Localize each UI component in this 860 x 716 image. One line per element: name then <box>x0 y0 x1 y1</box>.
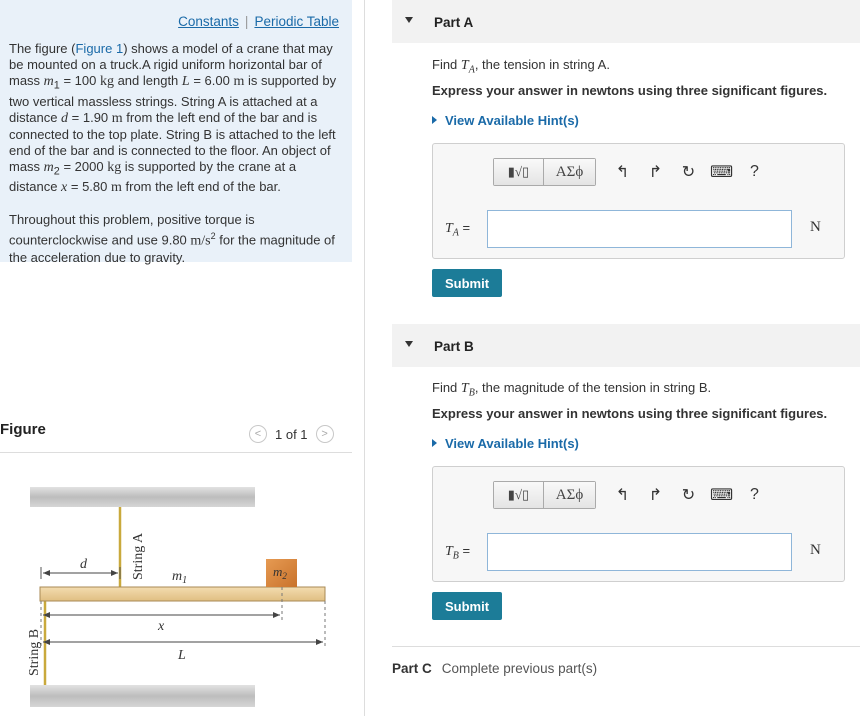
part-a-header[interactable] <box>392 0 860 43</box>
part-b-answer-input[interactable] <box>487 533 792 571</box>
part-b-unit: N <box>810 542 821 558</box>
part-b-title: Part B <box>434 339 474 354</box>
part-a-title: Part A <box>434 15 474 30</box>
next-figure-button[interactable] <box>316 425 334 443</box>
string-b-label: String B <box>27 628 42 676</box>
math-toolbar <box>493 481 771 509</box>
part-c-row <box>392 661 597 676</box>
part-b-hint-link[interactable]: View Available Hint(s) <box>432 436 579 451</box>
part-b-submit-button[interactable]: Submit <box>432 592 502 620</box>
templates-button[interactable] <box>494 159 544 185</box>
part-b-answer-box <box>432 466 845 582</box>
part-b-header[interactable] <box>392 324 860 367</box>
collapse-triangle-icon <box>405 17 413 23</box>
figure-link[interactable]: Figure 1 <box>75 41 124 56</box>
part-a-unit: N <box>810 219 821 235</box>
crane-figure <box>0 470 352 716</box>
part-a-answer-input[interactable] <box>487 210 792 248</box>
mass-m2-label: $m_2$ <box>273 564 287 581</box>
sqrt-template-icon: ▮√▯ <box>507 164 530 179</box>
template-button-group <box>493 158 596 186</box>
part-a-question: Find $T_A$, the tension in string A. <box>432 57 610 76</box>
L-label: L <box>178 648 186 663</box>
prev-figure-button[interactable] <box>249 425 267 443</box>
redo-icon[interactable]: ↱ <box>648 487 663 504</box>
help-button[interactable]: ? <box>750 163 759 180</box>
problem-paragraph-2: Throughout this problem, positive torque is counterclockwise and use 9.80 $m/s^2$ for the magnitude of the acceleration due to gravity. <box>9 212 335 265</box>
greek-symbols-button[interactable]: ΑΣϕ <box>544 482 595 508</box>
part-a-hint-link[interactable]: View Available Hint(s) <box>432 113 579 128</box>
part-c-title: Part C <box>392 661 432 676</box>
figure-divider <box>0 452 352 453</box>
figure-pager <box>249 425 334 443</box>
periodic-table-link[interactable]: Periodic Table <box>254 14 339 29</box>
string-a-label: String A <box>131 532 146 580</box>
collapse-triangle-icon <box>405 341 413 347</box>
d-label: d <box>80 557 87 572</box>
caret-right-icon <box>432 439 437 447</box>
problem-text <box>9 41 345 282</box>
chevron-right-icon: > <box>321 428 328 440</box>
reset-icon[interactable]: ↻ <box>681 487 696 504</box>
problem-panel <box>0 0 352 265</box>
m1-label: $m_1$ <box>172 569 188 586</box>
reset-icon[interactable]: ↻ <box>681 164 696 181</box>
part-a-variable-label: $T_A$ = <box>445 220 471 239</box>
templates-button[interactable] <box>494 482 544 508</box>
resource-links <box>178 14 339 29</box>
template-button-group <box>493 481 596 509</box>
figure-page-count: 1 of 1 <box>275 426 308 442</box>
figure-title: Figure <box>0 421 46 438</box>
undo-icon[interactable]: ↰ <box>615 164 630 181</box>
part-a-submit-button[interactable]: Submit <box>432 269 502 297</box>
part-b-instructions: Express your answer in newtons using three significant figures. <box>432 406 828 421</box>
constants-link[interactable]: Constants <box>178 14 239 29</box>
greek-symbols-button[interactable]: ΑΣϕ <box>544 159 595 185</box>
caret-right-icon <box>432 116 437 124</box>
help-button[interactable]: ? <box>750 486 759 503</box>
panel-divider <box>364 0 365 716</box>
floor-plate <box>30 685 255 707</box>
sqrt-template-icon: ▮√▯ <box>507 487 530 502</box>
part-b-variable-label: $T_B$ = <box>445 543 471 562</box>
part-b-question: Find $T_B$, the magnitude of the tension in string B. <box>432 380 712 399</box>
part-a-instructions: Express your answer in newtons using three significant figures. <box>432 83 828 98</box>
keyboard-icon[interactable]: ⌨ <box>709 164 734 181</box>
undo-icon[interactable]: ↰ <box>615 487 630 504</box>
top-plate <box>30 487 255 507</box>
chevron-left-icon: < <box>254 428 262 440</box>
x-label: x <box>158 619 165 634</box>
part-a-answer-box <box>432 143 845 259</box>
keyboard-icon[interactable]: ⌨ <box>709 487 734 504</box>
problem-paragraph-1: The figure (Figure 1) shows a model of a crane that may be mounted on a truck.A rigid uniform horizontal bar of mass $m_1 = 100$ kg and length L = 6.00 m is supported by two vertical massless strings. String A is attached at a distance d = 1.90 m from the left end of the bar and is connected to the top plate. String B is attached to the left end of the bar and is connected to the floor. An object of mass $m_2 = 2000$ kg is supported by the crane at a distance x = 5.80 m from the left end of the bar. <box>9 41 337 196</box>
redo-icon[interactable]: ↱ <box>648 164 663 181</box>
math-toolbar <box>493 158 771 186</box>
link-separator: | <box>244 14 249 29</box>
part-c-divider <box>392 646 860 647</box>
part-c-status: Complete previous part(s) <box>441 661 598 676</box>
